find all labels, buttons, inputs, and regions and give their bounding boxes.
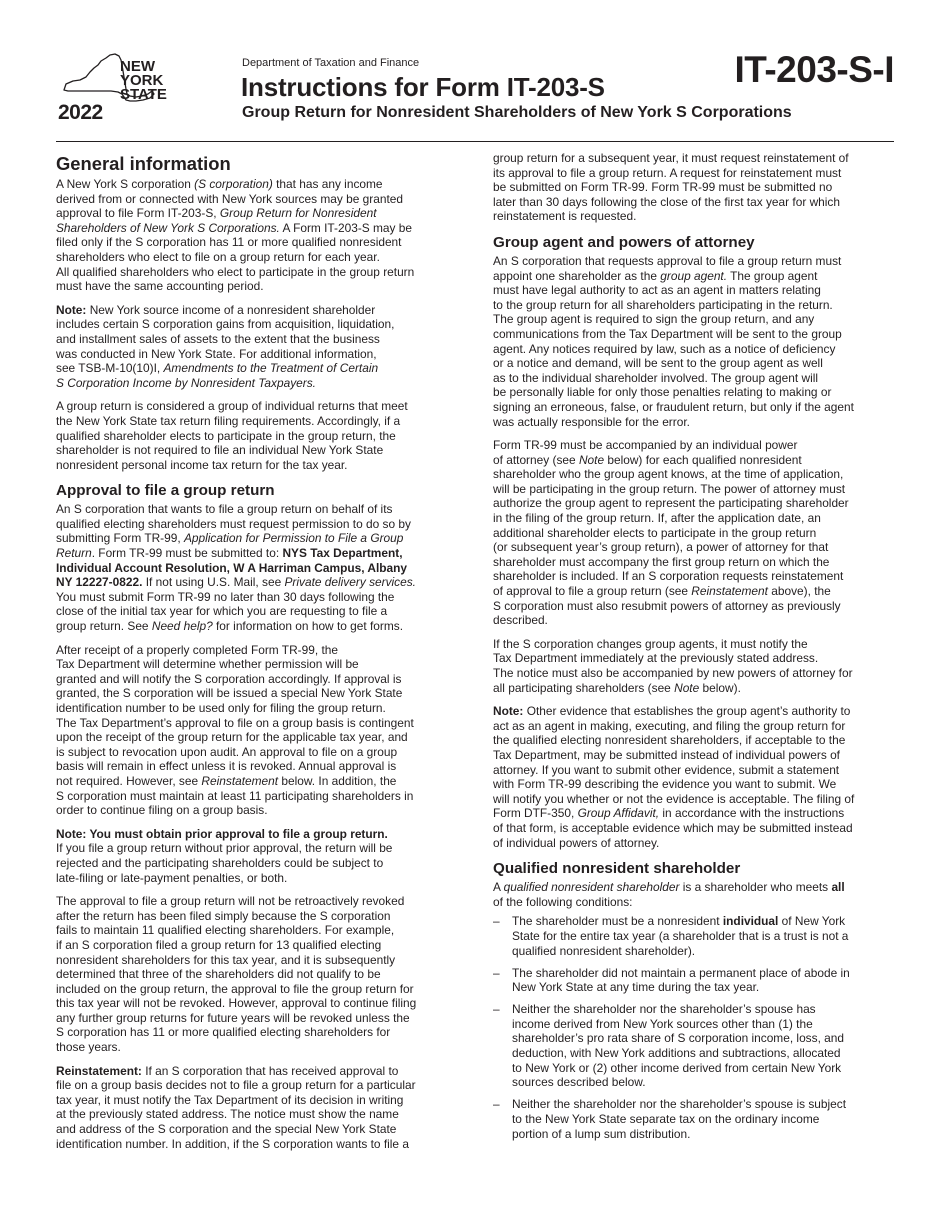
reference-note: Note <box>674 680 700 695</box>
text: The group agent must have legal authority to act as an agent in matters relating to the group return for all shareholders participating in the return. The group agent is required to sign the group return, and any communications from the Tax Department will be sent to the group agent. Any notices required by law, such as a notice of deficiency or a notice and demand, will be sent to the group agent as well as to the individual shareholder involved. The group agent will be personally liable for only those penalties relating to making or signing an erroneous, false, or fraudulent return, but only if the agent was actually responsible for the error. <box>493 268 854 429</box>
nys-logo <box>56 48 172 124</box>
form-title-italic: Group Affidavit, <box>577 806 660 821</box>
right-column <box>493 151 899 1149</box>
left-column <box>56 151 460 1160</box>
form-number: IT-203-S-I <box>734 49 894 90</box>
note-prior-approval: Note: You must obtain prior approval to file a group return. <box>56 826 388 841</box>
mailing-address: NYS Tax Department, Individual Account Resolution, W A Harriman Campus, Albany NY 12227-0822. <box>56 546 408 590</box>
reference-reinstatement: Reinstatement <box>201 773 279 788</box>
text: A New York S corporation <box>56 177 195 191</box>
reference-private-delivery: Private delivery services. <box>284 575 416 590</box>
form-title-italic: Group Return for Nonresident Shareholders of New York S Corporations. <box>56 206 377 235</box>
paragraph-s-corporation-intro <box>56 177 460 294</box>
text: Other evidence that establishes the group agent’s authority to act as an agent in making, executing, and filing the group return for the qualified electing nonresident shareholders, if acceptable to the Tax Department, may be submitted instead of individual powers of attorney. If you want to submit other evidence, submit a statement with Form TR-99 describing the evidence you want to submit. We will notify you whether or not the evidence is acceptable. The filing of Form DTF-350, <box>493 704 855 821</box>
page-title: Instructions for Form IT-203-S <box>241 72 605 102</box>
paragraph-after-receipt <box>56 643 460 818</box>
paragraph-note-other-evidence <box>493 704 899 850</box>
list-item-condition-nonresident <box>493 914 899 958</box>
emphasis-all: all <box>831 880 845 895</box>
heading-qualified-nonresident-shareholder: Qualified nonresident shareholder <box>493 860 741 878</box>
heading-approval-to-file: Approval to file a group return <box>56 482 275 500</box>
text: You must submit Form TR-99 no later than 30 days following the close of the initial tax year for which you are requesting to file a group return. See <box>56 589 395 634</box>
text: below). <box>699 680 741 695</box>
list-item-condition-abode <box>493 966 899 995</box>
term-group-agent: group agent. <box>660 268 728 283</box>
reinstatement-label: Reinstatement: <box>56 1063 142 1078</box>
list-item-condition-income <box>493 1002 899 1090</box>
note-label: Note: <box>493 704 524 719</box>
logo-word-state: STATE <box>120 86 167 103</box>
logo-word-york: YORK <box>120 72 164 89</box>
list-dash: – <box>493 1097 500 1112</box>
text: . Form TR-99 must be submitted to: <box>91 546 283 561</box>
text: above), the S corporation must also resubmit powers of attorney as previously described. <box>493 584 841 628</box>
text: of the following conditions: <box>493 894 633 909</box>
paragraph-group-return-definition: A group return is considered a group of individual returns that meet the New York State tax return filing requirements. Accordingly, if a qualified shareholder elects to participate in the group return, the shareholder is not required to file an individual New York State nonresident personal income tax return for the tax year. <box>56 399 408 472</box>
text: Neither the shareholder nor the shareholder’s spouse is subject to the New York State separate tax on the ordinary income portion of a lump sum distribution. <box>512 1097 847 1141</box>
text: Neither the shareholder nor the shareholder’s spouse has income derived from New York sources other than (1) the shareholder’s pro rata share of S corporation income, loss, and deduction, with New York additions and subtractions, allocated to New York or (2) other income derived from certain New York sources described below. <box>512 1002 845 1090</box>
text: An S corporation that wants to file a group return on behalf of its qualified electing shareholders must request permission to do so by submitting Form TR-99, <box>56 502 411 546</box>
publication-title-italic: Amendments to the Treatment of Certain S Corporation Income by Nonresident Taxpayers. <box>56 361 379 390</box>
reference-reinstatement: Reinstatement <box>691 584 768 599</box>
text: If not using U.S. Mail, see <box>142 575 285 590</box>
text: for information on how to get forms. <box>212 619 404 634</box>
text: Form TR-99 must be accompanied by an individual power of attorney (see <box>493 438 798 467</box>
paragraph-power-of-attorney <box>493 438 899 628</box>
paragraph-note-source-income <box>56 303 460 391</box>
text: of New York State for the entire tax year (a shareholder that is a trust is not a qualified nonresident shareholder). <box>512 914 849 958</box>
logo-word-new: NEW <box>120 58 155 75</box>
paragraph-qualified-definition <box>493 880 899 909</box>
page-subtitle: Group Return for Nonresident Shareholders of New York S Corporations <box>242 104 792 121</box>
text-italic: (S corporation) <box>194 177 273 191</box>
text: A Form IT-203-S may be filed only if the S corporation has 11 or more qualified nonresident shareholders who elect to file on a group return for each year. All qualified shareholders who elect to participate in the group return must have the same accounting period. <box>56 220 415 294</box>
text: The shareholder must be a nonresident <box>512 914 723 929</box>
department-name: Department of Taxation and Finance <box>242 57 420 69</box>
text: After receipt of a properly completed Form TR-99, the Tax Department will determine whether permission will be granted and will notify the S corporation accordingly. If approval is granted, the S corporation will be issued a special New York State identification number to be used only for filing the group return. The Tax Department’s approval to file on a group basis is contingent upon the receipt of the group return for the applicable tax year, and is subject to revocation upon audit. An approval to file on a group basis will remain in effect unless it is revoked. Annual approval is not required. However, see <box>56 642 414 788</box>
paragraph-reinstatement-continued: group return for a subsequent year, it must request reinstatement of its approval to file a group return. A request for reinstatement must be submitted on Form TR-99. Form TR-99 must be submitted no later than 30 days following the close of the first tax year for which reinstatement is requested. <box>493 151 849 224</box>
header-divider <box>56 141 894 142</box>
paragraph-group-agent <box>493 254 899 429</box>
text: below) for each qualified nonresident shareholder who the group agent knows, at the time of application, will be participating in the group return. The power of attorney must authorize the group agent to represent the participating shareholder in the filing of the group return. If, after the application date, an additional shareholder elects to participate in the group return (or subsequent year’s group return), a power of attorney for that shareholder must accompany the first group return on which the shareholder is included. If an S corporation requests reinstatement of approval to file a group return (see <box>493 452 849 599</box>
list-item-condition-lump-sum <box>493 1097 899 1141</box>
paragraph-request-permission <box>56 502 460 633</box>
term-qualified-shareholder: qualified nonresident shareholder <box>503 880 680 895</box>
text: If you file a group return without prior approval, the return will be rejected and the participating shareholders could be subject to late-filing or late-payment penalties, or both. <box>56 841 393 885</box>
paragraph-reinstatement <box>56 1064 460 1152</box>
note-label: Note: <box>56 302 87 317</box>
list-dash: – <box>493 965 500 980</box>
text: If the S corporation changes group agents, it must notify the Tax Department immediately at the previously stated address. The notice must also be accompanied by new powers of attorney for all participating shareholders (see <box>493 636 853 695</box>
heading-general-information: General information <box>56 153 231 174</box>
tax-year: 2022 <box>58 101 103 124</box>
text: If an S corporation that has received approval to file on a group basis decides not to file a group return for a particular tax year, it must notify the Tax Department of its decision in writing at the previously stated address. The notice must show the name and address of the S corporation and the special New York State identification number. In addition, if the S corporation wants to file a <box>56 1063 416 1151</box>
reference-need-help: Need help? <box>151 619 213 634</box>
emphasis-individual: individual <box>722 914 779 929</box>
text: The shareholder did not maintain a permanent place of abode in New York State at any time during the tax year. <box>512 965 850 995</box>
text: below. In addition, the S corporation must maintain at least 11 participating shareholders in order to continue filing on a group basis. <box>56 773 414 818</box>
text: An S corporation that requests approval to file a group return must appoint one shareholder as the <box>493 253 842 283</box>
heading-group-agent: Group agent and powers of attorney <box>493 233 755 251</box>
paragraph-retroactive-revocation: The approval to file a group return will not be retroactively revoked after the return has been filed simply because the S corporation fails to maintain 11 qualified electing shareholders. For example, if an S corporation filed a group return for 13 qualified electing nonresident shareholders for this tax year, and it is subsequently determined that three of the shareholders did not qualify to be included on the group return, the approval to file the group return for this tax year will not be revoked. However, approval to continue filing any further group returns for future years will be revoked unless the S corporation has 11 or more qualified electing shareholders for those years. <box>56 894 417 1055</box>
form-title-italic: Application for Permission to File a Group Return <box>56 531 404 561</box>
text: in accordance with the instructions of that form, is acceptable evidence which may be submitted instead of individual powers of attorney. <box>493 806 853 850</box>
list-dash: – <box>493 914 500 929</box>
text: A <box>493 880 504 895</box>
text: that has any income derived from or connected with New York sources may be granted approval to file Form IT-203-S, <box>56 177 403 221</box>
list-dash: – <box>493 1002 500 1017</box>
reference-note: Note <box>578 452 605 467</box>
text: New York source income of a nonresident shareholder includes certain S corporation gains from acquisition, liquidation, and installment sales of assets to the extent that the business was conducted in New York State. For additional information, see TSB-M-10(10)I, <box>56 302 395 376</box>
paragraph-prior-approval-note <box>56 827 460 885</box>
text: is a shareholder who meets <box>679 880 832 895</box>
paragraph-change-group-agents <box>493 637 899 695</box>
